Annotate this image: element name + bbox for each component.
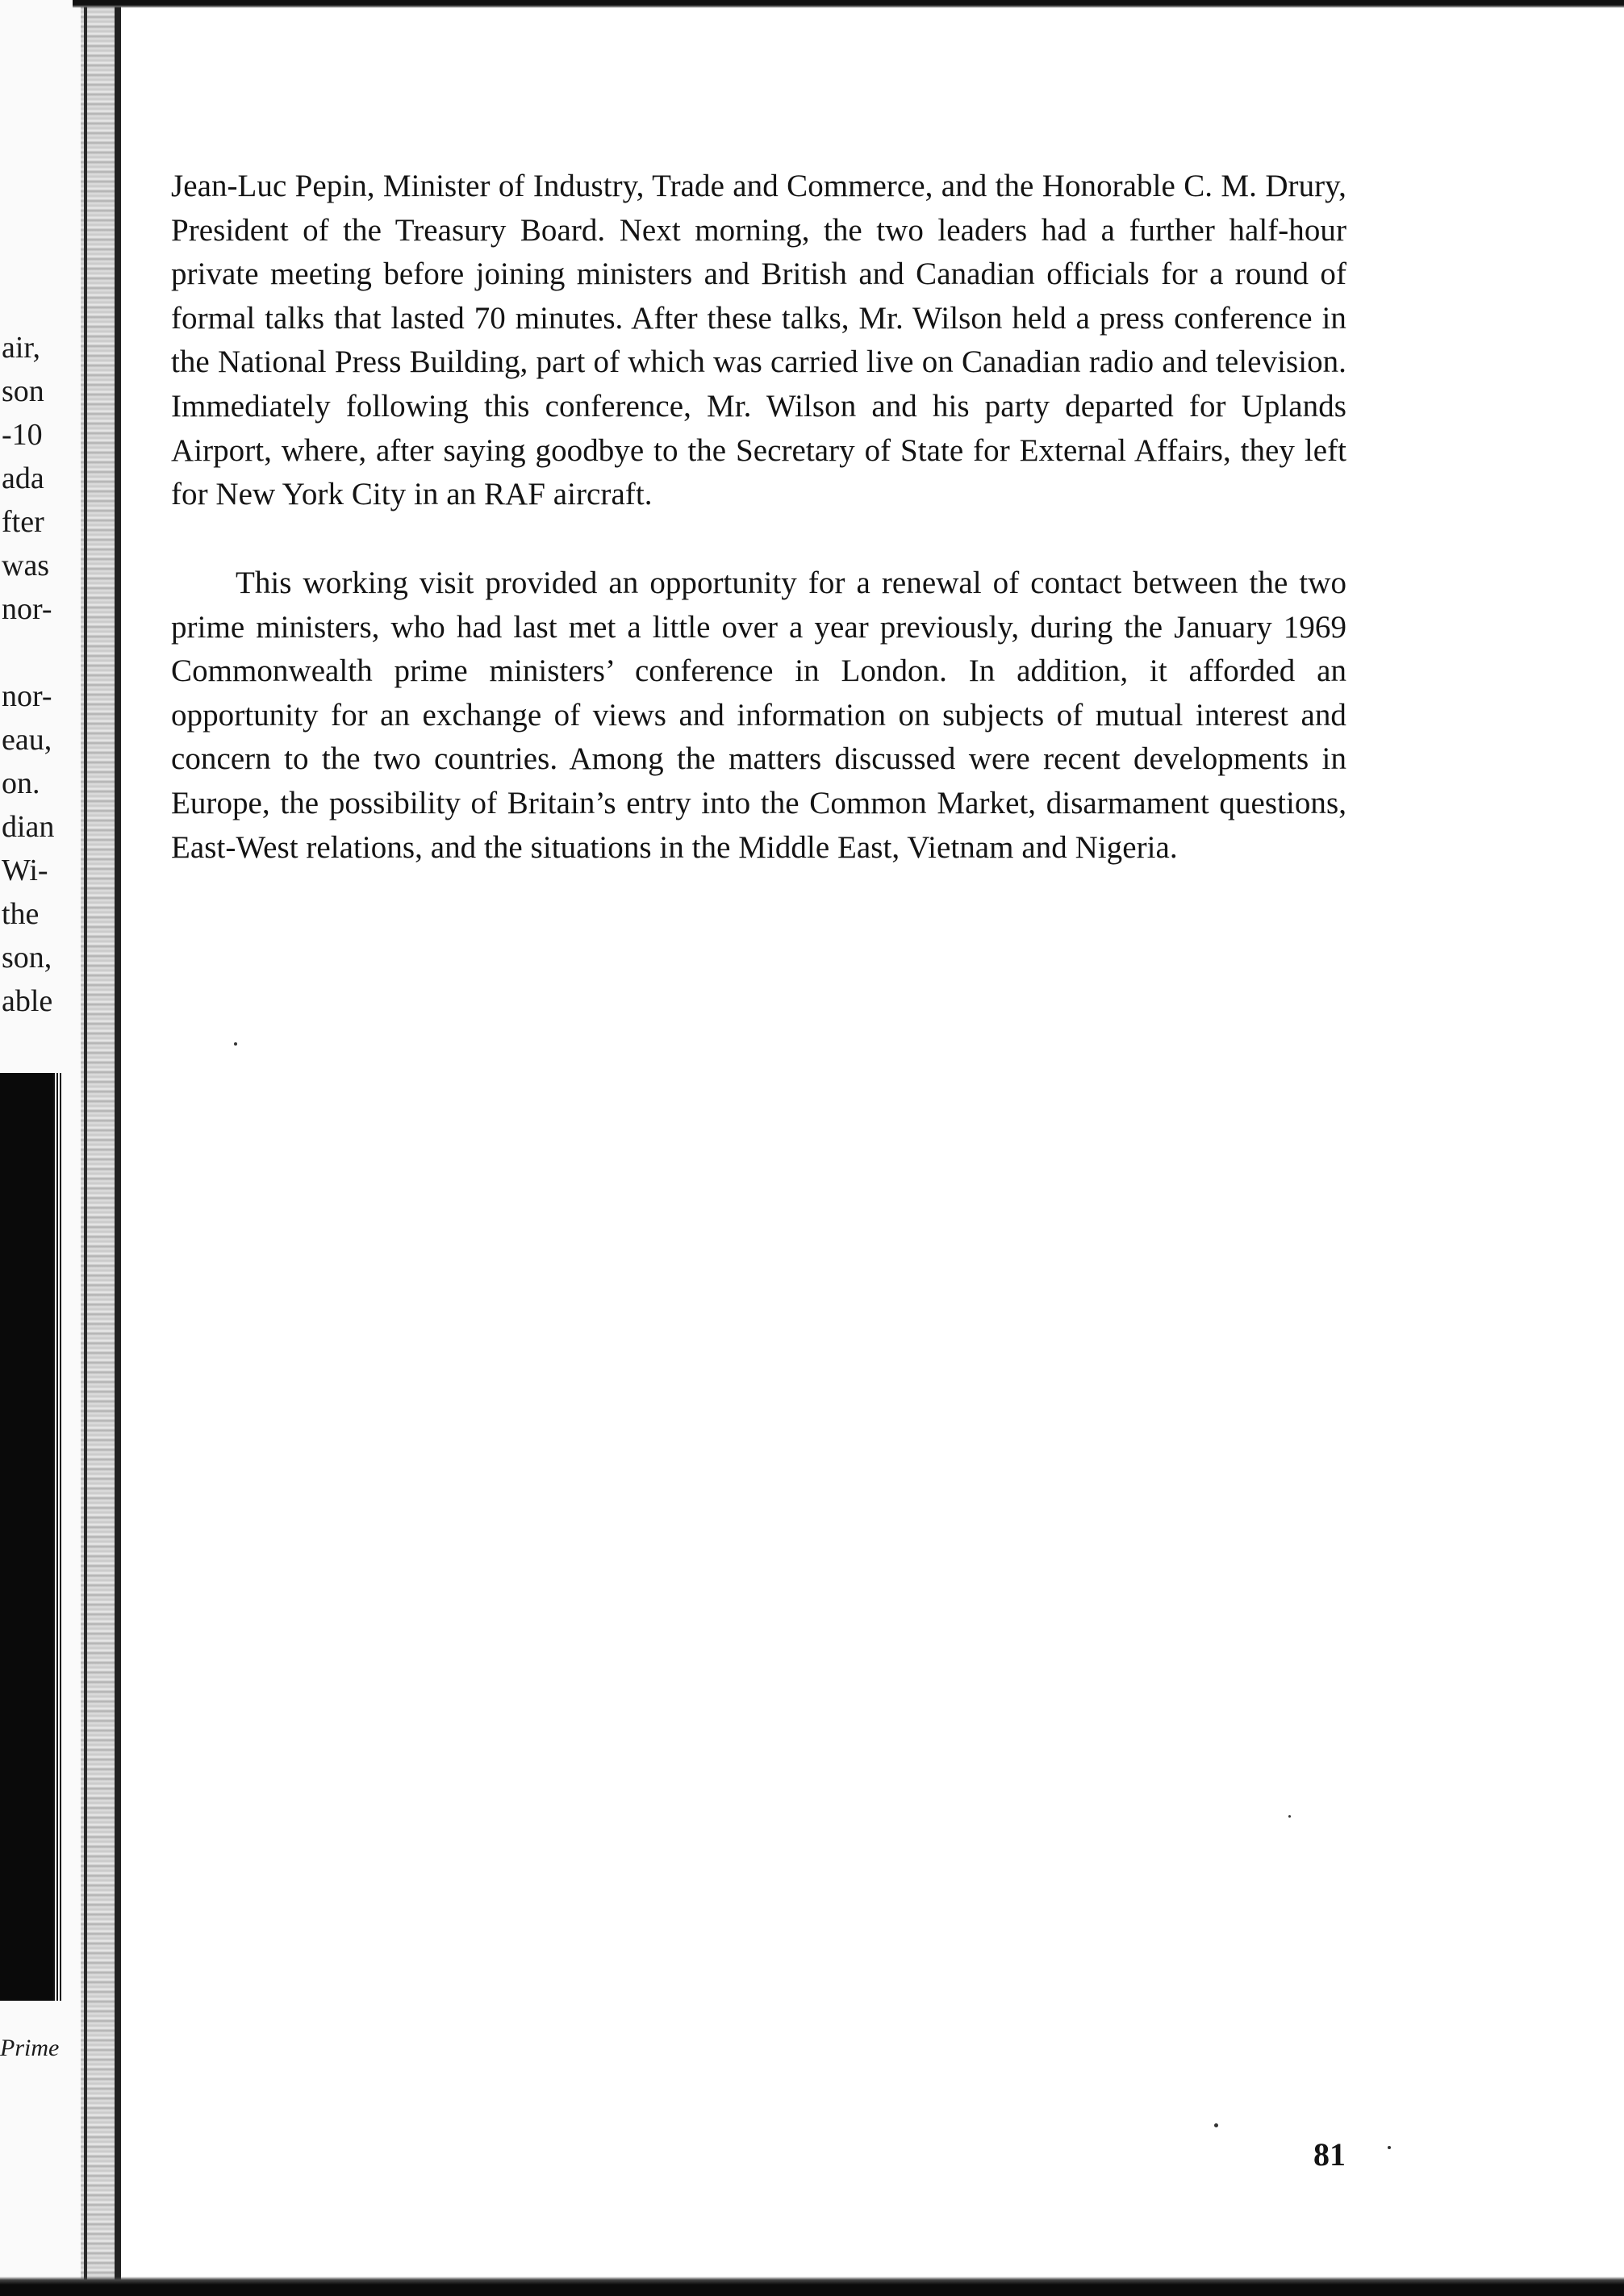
facing-fragment: nor-: [2, 592, 52, 626]
page-number: 81: [1313, 2136, 1346, 2173]
facing-page-photo: [0, 1073, 53, 2001]
facing-fragment: air,: [2, 331, 41, 365]
facing-fragment: dian: [2, 810, 55, 844]
facing-fragment: son: [2, 374, 44, 408]
scan-speck: [1388, 2146, 1391, 2149]
gutter-line: [84, 0, 87, 2296]
facing-fragment: ada: [2, 461, 44, 495]
gutter-line: [115, 0, 121, 2296]
facing-page-photo-border: [53, 1073, 61, 2001]
body-paragraph: This working visit provided an opportunity for a renewal of contact between the two prime ministers, who had last met a little over a year previously, during the January 1969 Commonwealth prime ministers’ conference in London. In addition, it afforded an opportunity for an exchange of views and information on subjects of mutual interest and concern to the two countries. Among the matters discussed were recent developments in Europe, the possibility of Britain’s entry into the Common Market, disarmament questions, East-West relations, and the situations in the Middle East, Vietnam and Nigeria.: [171, 566, 1346, 865]
scan-speck: [1288, 1815, 1291, 1818]
scan-speck: [234, 1042, 237, 1046]
facing-fragment: on.: [2, 766, 40, 800]
facing-fragment: eau,: [2, 723, 52, 757]
scan-top-edge: [73, 0, 1624, 8]
scan-speck: [1214, 2123, 1218, 2127]
facing-fragment: was: [2, 549, 50, 582]
facing-fragment: fter: [2, 505, 44, 539]
facing-fragment: Wi-: [2, 854, 48, 887]
facing-fragment: son,: [2, 941, 52, 975]
body-paragraph: Jean-Luc Pepin, Minister of Industry, Trade and Commerce, and the Honorable C. M. Drury, President of the Treasury Board. Next morning, the two leaders had a further half-hour private meeting before joining ministers and British and Canadian officials for a round of formal talks that lasted 70 minutes. After these talks, Mr. Wilson held a press conference in the National Press Building, part of which was carried live on Canadian radio and television. Immediately following this conference, Mr. Wilson and his party departed for Uplands Airport, where, after saying goodbye to the Secretary of State for External Affairs, they left for New York City in an RAF aircraft.: [171, 169, 1346, 512]
facing-fragment-caption: Prime: [0, 2035, 60, 2061]
facing-fragment: -10: [2, 418, 43, 452]
facing-fragment: nor-: [2, 679, 52, 713]
facing-fragment: able: [2, 984, 53, 1018]
facing-fragment: the: [2, 897, 40, 931]
facing-page-edge: [0, 0, 81, 2296]
scan-bottom-edge: [0, 2277, 1624, 2296]
